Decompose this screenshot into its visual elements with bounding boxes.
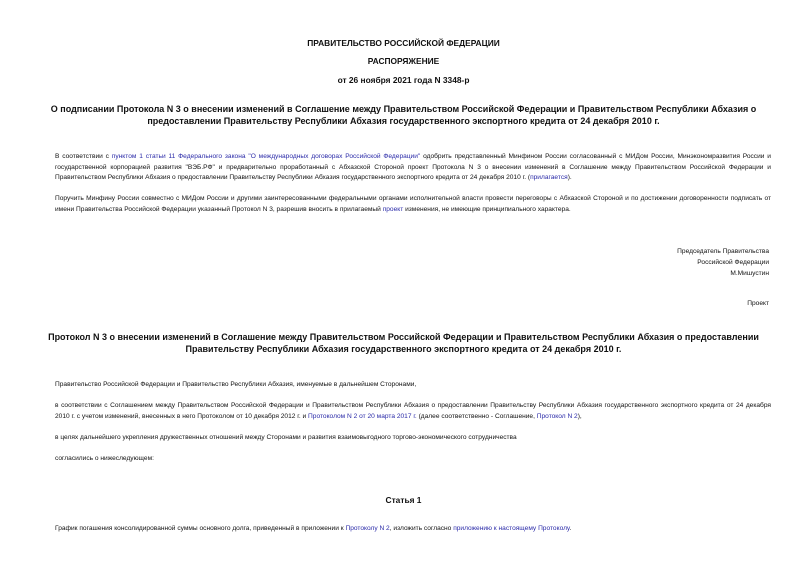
article-protocol-2-link[interactable]: Протоколу N 2 <box>345 525 390 532</box>
annex-link[interactable]: приложению к настоящему Протоколу <box>453 525 570 532</box>
protocol-preamble: в соответствии с Соглашением между Правительством Российской Федерации и Правительством Республики Абхазия о предоставлении Правительству Республики Абхазия государственного экспортного кредита от 24 декабря 2010 г. с учетом изменений, внесенных в него Протоколом от 10 декабря 2012 г. и Протоколом N 2 от 20 марта 2017 г. (далее соответственно - Соглашение, Протокол N 2), <box>55 402 771 420</box>
document-title <box>0 103 807 127</box>
title-line-2: предоставлении Правительству Республики Абхазия государственного экспортного кредита от 24 декабря 2010 г. <box>147 116 660 126</box>
document-date-number: от 26 ноября 2021 года N 3348-р <box>337 75 470 85</box>
protocol-2-link[interactable]: Протокол N 2 <box>536 412 578 420</box>
signature-position: Председатель Правительства <box>677 248 769 255</box>
protocol-title-line-2: Правительству Республики Абхазия государственного экспортного кредита от 24 декабря 2010 г. <box>185 344 622 354</box>
signature-name: М.Мишустин <box>730 270 769 277</box>
government-name: ПРАВИТЕЛЬСТВО РОССИЙСКОЙ ФЕДЕРАЦИИ <box>307 38 500 48</box>
paragraph-2: Поручить Минфину России совместно с МИДом России и другими заинтересованными федеральными органами исполнительной власти провести переговоры с Абхазской Стороной и по достижении договоренности подписать от имени Правительства Российской Федерации указанный Протокол N 3, разрешив вносить в прилагаемый проект изменения, не имеющие принципиального характера. <box>55 195 771 213</box>
document-type: РАСПОРЯЖЕНИЕ <box>367 56 440 66</box>
protocol-agreed: согласились о нижеследующем: <box>55 455 154 462</box>
protocol-title-line-1: Протокол N 3 о внесении изменений в Соглашение между Правительством Российской Федерации и Правительством Республики Абхазия о предоставлении <box>48 332 759 342</box>
draft-link[interactable]: проект <box>382 205 404 213</box>
article-1-text: График погашения консолидированной суммы основного долга, приведенный в приложении к Протоколу N 2, изложить согласно приложению к настоящему Протоколу. <box>55 525 572 532</box>
article-1-heading: Статья 1 <box>385 495 422 505</box>
paragraph-1: В соответствии с пунктом 1 статьи 11 Федерального закона "О международных договорах Российской Федерации" одобрить представленный Минфином России согласованный с МИДом России, Минэкономразвития России и государственной корпорацией развития "ВЭБ.РФ" и предварительно проработанный с Абхазской Стороной проект Протокола N 3 о внесении изменений в Соглашение между Правительством Российской Федерации и Правительством Республики Абхазия о предоставлении Правительству Республики Абхазия государственного экспортного кредита от 24 декабря 2010 г. (прилагается). <box>55 153 771 181</box>
signature-country: Российской Федерации <box>697 259 769 266</box>
protocol-purpose: в целях дальнейшего укрепления дружественных отношений между Сторонами и развития взаимовыгодного торгово-экономического сотрудничества <box>55 434 517 441</box>
attachment-link[interactable]: прилагается <box>530 174 568 181</box>
protocol-title <box>0 331 807 355</box>
federal-law-link[interactable]: пунктом 1 статьи 11 Федерального закона "О международных договорах Российской Федерации" <box>111 153 421 160</box>
draft-label: Проект <box>747 300 769 307</box>
protocol-parties: Правительство Российской Федерации и Правительство Республики Абхазия, именуемые в дальнейшем Сторонами, <box>55 381 417 388</box>
protocol-2-date-link[interactable]: Протоколом N 2 от 20 марта 2017 г. <box>308 412 417 420</box>
title-line-1: О подписании Протокола N 3 о внесении изменений в Соглашение между Правительством Российской Федерации и Правительством Республики Абхазия о <box>50 104 757 114</box>
signature-block <box>569 246 769 279</box>
